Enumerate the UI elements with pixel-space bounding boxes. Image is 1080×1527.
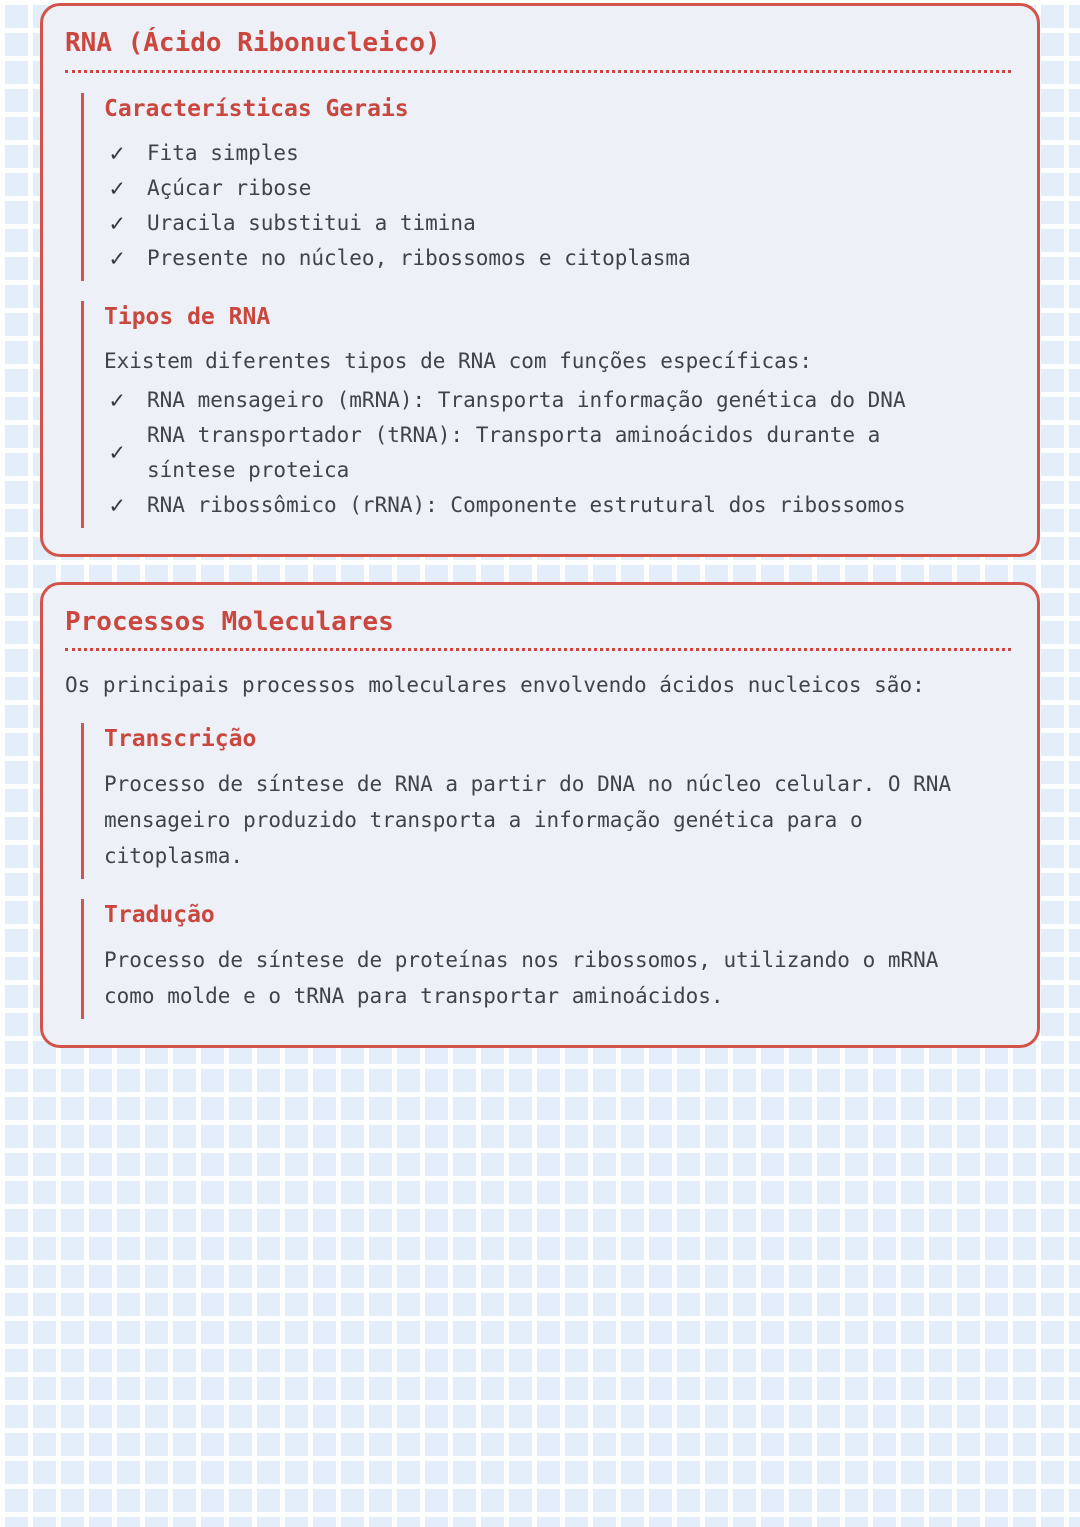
card-intro-processos: Os principais processos moleculares envolvendo ácidos nucleicos são: — [65, 673, 925, 698]
check-list-caracteristicas — [104, 136, 1011, 276]
list-item — [104, 241, 1011, 276]
list-item — [104, 418, 1011, 488]
list-item — [104, 488, 1011, 523]
list-item-text: Fita simples — [147, 140, 299, 165]
list-item-text: Açúcar ribose — [147, 175, 312, 200]
section-caracteristicas-gerais — [81, 93, 1011, 281]
section-traducao — [81, 899, 1011, 1019]
check-icon: ✓ — [109, 385, 125, 414]
check-icon: ✓ — [109, 243, 125, 272]
section-heading-caracteristicas: Características Gerais — [104, 95, 409, 122]
list-item-text: Presente no núcleo, ribossomos e citoplasma — [147, 245, 691, 270]
card-title-processos: Processos Moleculares — [65, 606, 1011, 652]
card-rna — [40, 3, 1040, 557]
list-item-text: RNA ribossômico (rRNA): Componente estrutural dos ribossomos — [147, 492, 906, 517]
section-paragraph-transcricao: Processo de síntese de RNA a partir do DNA no núcleo celular. O RNA mensageiro produzido transporta a informação genética para o citoplasma. — [104, 772, 952, 869]
list-item-text: RNA transportador (tRNA): Transporta aminoácidos durante a síntese proteica — [147, 422, 881, 482]
check-icon: ✓ — [109, 173, 125, 202]
check-list-tipos — [104, 383, 1011, 523]
check-icon: ✓ — [109, 138, 125, 167]
list-item-text: Uracila substitui a timina — [147, 210, 476, 235]
list-item — [104, 136, 1011, 171]
section-transcricao — [81, 723, 1011, 879]
section-heading-tipos: Tipos de RNA — [104, 303, 271, 330]
list-item — [104, 383, 1011, 418]
card-processos-moleculares — [40, 582, 1040, 1049]
section-heading-traducao: Tradução — [104, 902, 215, 929]
section-paragraph-traducao: Processo de síntese de proteínas nos ribossomos, utilizando o mRNA como molde e o tRNA para transportar aminoácidos. — [104, 948, 939, 1009]
section-heading-transcricao: Transcrição — [104, 726, 257, 753]
list-item — [104, 171, 1011, 206]
section-tipos-de-rna — [81, 301, 1011, 528]
list-item — [104, 206, 1011, 241]
section-intro-tipos: Existem diferentes tipos de RNA com funções específicas: — [104, 348, 813, 373]
check-icon: ✓ — [109, 208, 125, 237]
list-item-text: RNA mensageiro (mRNA): Transporta informação genética do DNA — [147, 387, 906, 412]
check-icon: ✓ — [109, 490, 125, 519]
card-title-rna: RNA (Ácido Ribonucleico) — [65, 27, 1011, 73]
check-icon: ✓ — [109, 438, 125, 467]
